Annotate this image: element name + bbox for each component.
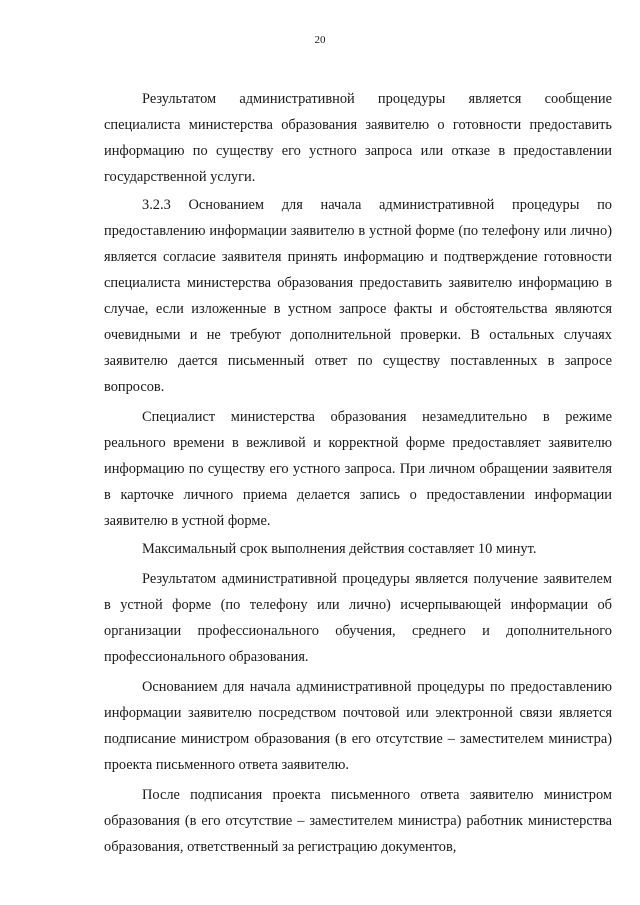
paragraph-max-duration: Максимальный срок выполнения действия составляет 10 минут. (142, 541, 537, 557)
paragraph-specialist-oral-response: Специалист министерства образования незамедлительно в режиме реального времени в вежливой и корректной форме предоставляет заявителю информацию по существу его устного запроса. При личном обращении заявителя в карточке личного приема делается запись о предоставлении информации заявителю в устной форме. (104, 409, 612, 529)
paragraph-after-signing: После подписания проекта письменного ответа заявителю министром образования (в его отсутствие – заместителем министра) работник министерства образования, ответственный за регистрацию документов, (104, 787, 612, 855)
document-body (104, 86, 612, 860)
paragraph-3-2-3-oral-info-basis: 3.2.3 Основанием для начала административной процедуры по предоставлению информации заявителю в устной форме (по телефону или лично) является согласие заявителя принять информацию и подтверждение готовности специалиста министерства образования предоставить заявителю информацию в случае, если изложенные в устном запросе факты и обстоятельства являются очевидными и не требуют дополнительной проверки. В остальных случаях заявителю дается письменный ответ по существу поставленных в запросе вопросов. (104, 197, 612, 395)
paragraph-result-notification: Результатом административной процедуры является сообщение специалиста министерства образования заявителю о готовности предоставить информацию по существу его устного запроса или отказе в предоставлении государственной услуги. (104, 91, 612, 185)
paragraph-written-info-basis: Основанием для начала административной процедуры по предоставлению информации заявителю посредством почтовой или электронной связи является подписание министром образования (в его отсутствие – заместителем министра) проекта письменного ответа заявителю. (104, 679, 612, 773)
page-number: 20 (314, 34, 326, 46)
paragraph-result-oral-info: Результатом административной процедуры является получение заявителем в устной форме (по телефону или лично) исчерпывающей информации об организации профессионального обучения, среднего и дополнительного профессионального образования. (104, 571, 612, 665)
